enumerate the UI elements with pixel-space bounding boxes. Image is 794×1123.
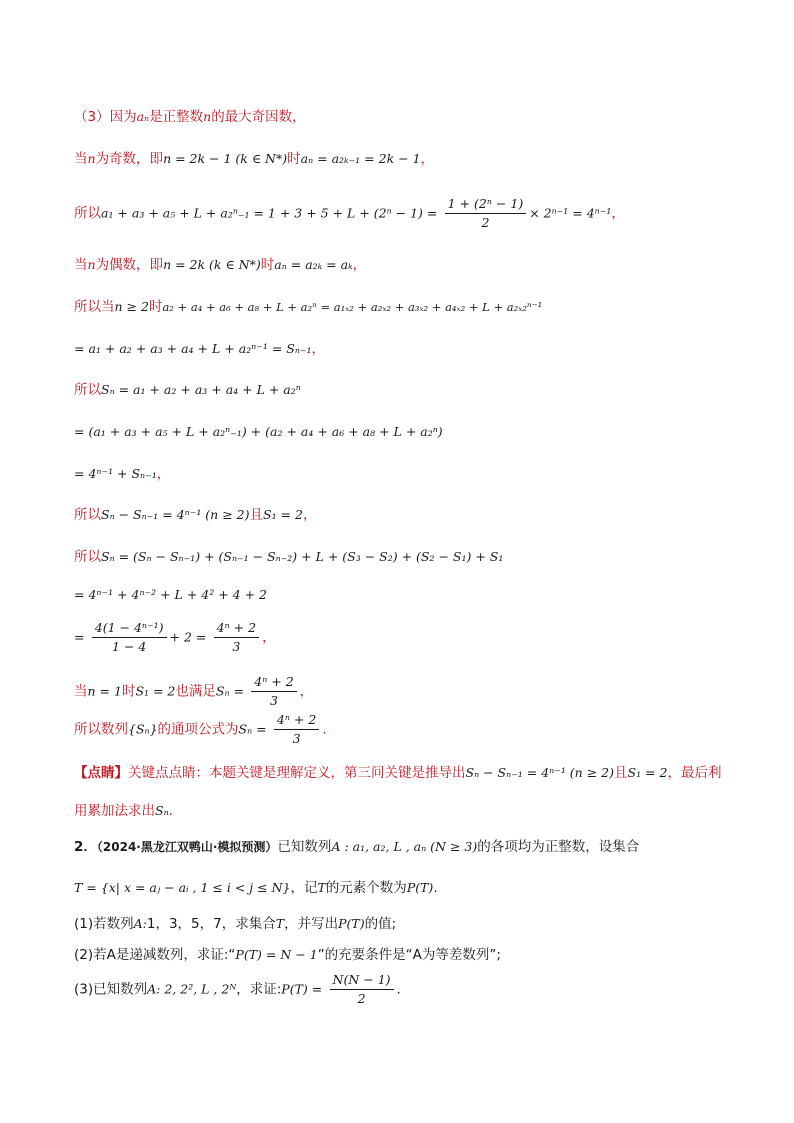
denominator: 1 − 4 <box>111 639 147 654</box>
text: 时 <box>287 151 301 167</box>
math: A : a₁, a₂, L , aₙ (N ≥ 3) <box>331 839 478 854</box>
math: a₁ + a₃ + a₅ + L + a₂ⁿ₋₁ = 1 + 3 + 5 + L + (2ⁿ − 1) = <box>101 205 438 221</box>
text: 已知数列 <box>277 839 332 855</box>
text: 当 <box>74 151 88 167</box>
numerator: 4ⁿ + 2 <box>214 620 259 638</box>
math: Sₙ = a₁ + a₂ + a₃ + a₄ + L + a₂ⁿ <box>101 382 301 397</box>
odd-case-line <box>74 150 434 168</box>
math: P(T) = <box>281 981 323 997</box>
text: ，求证: <box>236 981 282 998</box>
text: 的各项均为正整数，设集合 <box>477 839 640 855</box>
text: ， <box>262 629 276 646</box>
text: 是正整数 <box>149 109 204 125</box>
text: 1，3，5，7，求集合 <box>146 916 276 932</box>
text: ，并写出 <box>284 916 339 932</box>
even-sum-line <box>74 298 542 316</box>
subquestion-2 <box>74 946 501 964</box>
numerator: 4ⁿ + 2 <box>251 674 296 692</box>
math: n <box>87 257 96 272</box>
text: 时 <box>260 257 275 273</box>
math: n ≥ 2 <box>114 299 149 314</box>
sn-recurrence-line <box>74 465 170 483</box>
problem2-statement <box>74 838 639 856</box>
text: ，最后利 <box>667 765 722 781</box>
numerator: 4ⁿ + 2 <box>274 712 319 730</box>
text: ， <box>299 683 314 700</box>
odd-sum-line <box>74 196 625 231</box>
math: P(T) = N − 1 <box>235 947 318 962</box>
math: n = 2k − 1 (k ∈ N*) <box>163 151 288 166</box>
even-sum-result-line <box>74 340 325 358</box>
denominator: 3 <box>292 731 301 746</box>
solution-part3-intro <box>74 108 306 126</box>
text: 所以数列 <box>74 721 128 738</box>
text: 关键点点睛：本题关键是理解定义，第三问关键是推导出 <box>128 765 466 781</box>
text: 的值; <box>364 916 397 932</box>
math: T = {x| x = aⱼ − aᵢ , 1 ≤ i < j ≤ N} <box>74 880 291 895</box>
math: n <box>87 151 96 166</box>
conclusion-line <box>74 712 327 747</box>
text: 为偶数，即 <box>95 257 164 273</box>
text: 的元素个数为 <box>325 880 407 896</box>
set-definition-line <box>74 879 438 897</box>
text: . <box>168 803 173 819</box>
math: P(T) <box>338 916 365 931</box>
math: n = 2k (k ∈ N*) <box>163 257 261 272</box>
text: 所以 <box>74 549 101 565</box>
numerator: N(N − 1) <box>330 972 394 990</box>
math: aₙ = a₂ₖ₋₁ = 2k − 1 <box>300 151 421 166</box>
math: = (a₁ + a₃ + a₅ + L + a₂ⁿ₋₁) + (a₂ + a₄ + a₆ + a₈ + L + a₂ⁿ) <box>74 424 443 439</box>
problem-source: （2024·黑龙江双鸭山·模拟预测） <box>96 840 278 854</box>
math: Sₙ <box>155 803 169 818</box>
math: aₙ <box>136 109 150 124</box>
fraction <box>214 620 259 655</box>
math: S₁ = 2 <box>135 683 176 699</box>
math: A: 2, 2², L , 2ᴺ <box>147 981 237 997</box>
math: = 4ⁿ⁻¹ + 4ⁿ⁻² + L + 4² + 4 + 2 <box>74 587 267 602</box>
fraction <box>274 712 319 747</box>
text: ， <box>352 257 367 273</box>
text: 所以 <box>74 382 101 398</box>
text: ， <box>311 341 325 357</box>
math: Sₙ = <box>215 683 244 699</box>
math: n = 1 <box>87 683 122 699</box>
power-sum-line <box>74 586 267 604</box>
text: 用累加法求出 <box>74 803 155 819</box>
text: . <box>433 880 438 896</box>
text: ， <box>420 151 435 167</box>
sn-definition-line <box>74 381 301 399</box>
text: 所以 <box>74 507 101 523</box>
math: {Sₙ} <box>128 721 158 737</box>
text: 为奇数，即 <box>95 151 164 167</box>
text: ”的充要条件是“A为等差数列”; <box>317 947 501 963</box>
denominator: 3 <box>232 639 241 654</box>
text: ， <box>302 507 317 523</box>
text: （3）因为 <box>74 109 137 125</box>
text: ，记 <box>290 880 318 896</box>
text: 的通项公式为 <box>157 721 239 738</box>
text: 所以当 <box>74 299 115 315</box>
problem-number: 2． <box>74 839 97 855</box>
math: Sₙ − Sₙ₋₁ = 4ⁿ⁻¹ (n ≥ 2) <box>465 765 614 780</box>
difference-line <box>74 506 316 524</box>
n1-check-line <box>74 674 313 709</box>
text: 所以 <box>74 205 101 222</box>
fraction <box>330 972 394 1007</box>
math: × 2ⁿ⁻¹ = 4ⁿ⁻¹ <box>529 205 612 221</box>
subquestion-1 <box>74 915 396 933</box>
denominator: 2 <box>481 215 490 230</box>
text: 当 <box>74 683 88 700</box>
denominator: 3 <box>269 693 278 708</box>
fraction <box>445 196 527 231</box>
math: = <box>74 629 85 645</box>
math: A: <box>133 916 147 931</box>
even-case-line <box>74 256 366 274</box>
fraction <box>92 620 167 655</box>
text: 时 <box>148 299 163 315</box>
math: S₁ = 2 <box>627 765 668 780</box>
math: Sₙ − Sₙ₋₁ = 4ⁿ⁻¹ (n ≥ 2) <box>101 507 250 522</box>
denominator: 2 <box>357 991 366 1006</box>
math: Sₙ = (Sₙ − Sₙ₋₁) + (Sₙ₋₁ − Sₙ₋₂) + L + (S₃ − S₂) + (S₂ − S₁) + S₁ <box>101 549 504 564</box>
text: (1)若数列 <box>74 916 134 932</box>
key-point-line-2 <box>74 802 173 820</box>
math: S₁ = 2 <box>263 507 303 522</box>
text: ， <box>156 466 171 482</box>
math: a₂ + a₄ + a₆ + a₈ + L + a₂ⁿ = a₁ₓ₂ + a₂ₓ₂ + a₃ₓ₂ + a₄ₓ₂ + L + a₂ₓ₂ⁿ⁻¹ <box>162 300 543 314</box>
math: P(T) <box>406 880 434 895</box>
text: . <box>322 721 327 738</box>
numerator: 4(1 − 4ⁿ⁻¹) <box>92 620 167 638</box>
text: 也满足 <box>175 683 216 700</box>
key-point-tag: 【点睛】 <box>74 765 128 781</box>
math: Sₙ = <box>238 721 267 737</box>
subquestion-3 <box>74 972 401 1007</box>
text: 的最大奇因数， <box>211 109 306 125</box>
text: . <box>396 981 401 998</box>
text: 且 <box>614 765 628 781</box>
telescoping-line <box>74 548 503 566</box>
text: (3)已知数列 <box>74 981 148 998</box>
text: 时 <box>121 683 136 700</box>
math: n <box>203 109 212 124</box>
math: + 2 = <box>169 629 207 645</box>
numerator: 1 + (2ⁿ − 1) <box>445 196 527 214</box>
math: T <box>275 916 285 931</box>
text: 且 <box>249 507 263 523</box>
math: = a₁ + a₂ + a₃ + a₄ + L + a₂ⁿ⁻¹ = Sₙ₋₁ <box>74 341 312 356</box>
sn-split-line <box>74 423 443 441</box>
math: aₙ = a₂ₖ = aₖ <box>274 257 353 272</box>
text: 当 <box>74 257 88 273</box>
text: (2)若A是递减数列，求证:“ <box>74 947 236 963</box>
geometric-sum-line <box>74 620 276 655</box>
text: ， <box>611 205 625 222</box>
math: T <box>317 880 326 895</box>
fraction <box>251 674 296 709</box>
key-point-line <box>74 764 721 782</box>
math: = 4ⁿ⁻¹ + Sₙ₋₁ <box>74 466 157 481</box>
